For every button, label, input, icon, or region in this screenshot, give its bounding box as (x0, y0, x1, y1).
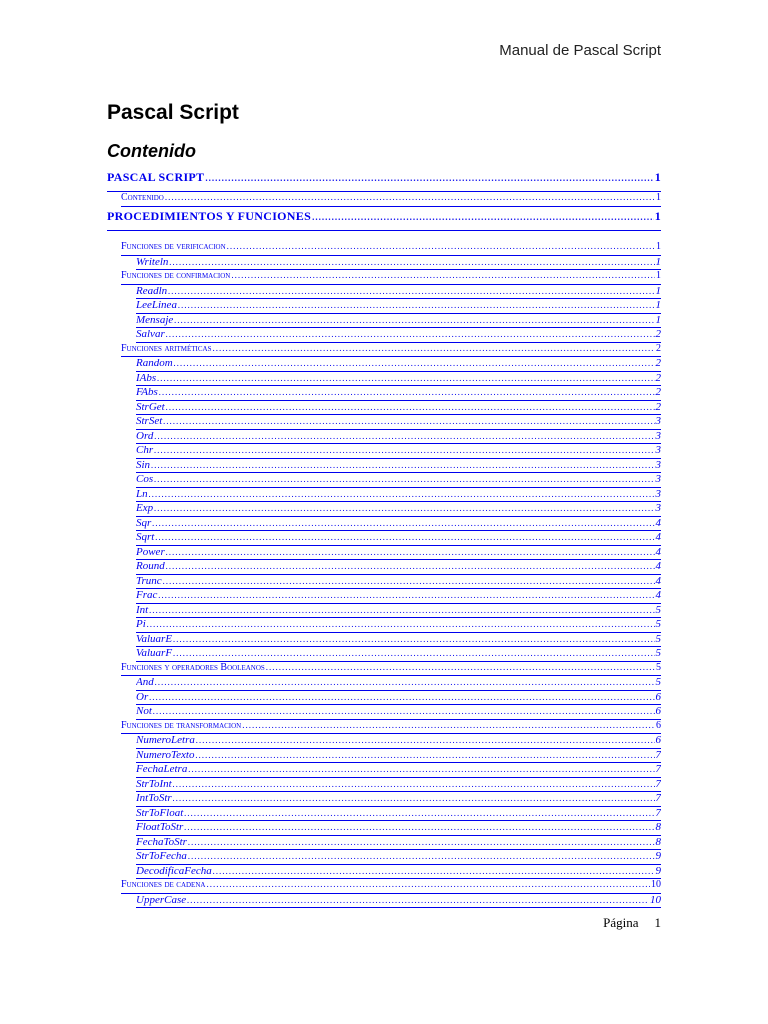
toc-entry-page: 6 (656, 719, 661, 731)
toc-entry-page: 1 (656, 270, 661, 281)
toc-entry-page: 2 (655, 328, 661, 340)
toc-dot-leader (173, 648, 654, 658)
toc-entry-page: 7 (655, 763, 661, 775)
toc-entry-label: ValuarE (136, 632, 173, 645)
toc-entry-page: 5 (655, 632, 661, 645)
running-header: Manual de Pascal Script (499, 42, 661, 59)
toc-entry[interactable] (136, 488, 661, 503)
toc-entry[interactable] (136, 676, 661, 691)
toc-entry-label: ValuarF (136, 647, 173, 659)
toc-entry-label: Writeln (136, 255, 169, 268)
toc-entry[interactable] (121, 662, 661, 677)
toc-dot-leader (149, 489, 655, 499)
toc-dot-leader (166, 561, 655, 571)
toc-dot-leader (173, 793, 655, 803)
toc-dot-leader (166, 402, 655, 412)
toc-entry-label: IntToStr (136, 792, 172, 804)
toc-entry-label: NumeroLetra (136, 734, 195, 746)
toc-entry-label: StrToInt (136, 777, 172, 790)
toc-entry-label: StrGet (136, 400, 165, 413)
toc-entry-label: FechaLetra (136, 763, 188, 775)
toc-entry-page: 1 (655, 284, 661, 297)
toc-entry[interactable] (136, 459, 661, 474)
toc-entry-page: 4 (655, 545, 661, 558)
toc-entry-label: Funciones de confirmacion (121, 270, 231, 281)
toc-entry-label: Random (136, 357, 173, 369)
toc-dot-leader (163, 416, 654, 426)
toc-entry-label: StrToFloat (136, 806, 184, 819)
toc-entry-label: StrToFecha (136, 850, 187, 862)
toc-entry-label: Sqrt (136, 531, 155, 543)
toc-entry-page: 4 (655, 560, 661, 572)
toc-dot-leader (147, 619, 655, 629)
toc-entry-page: 2 (655, 400, 661, 413)
toc-entry[interactable] (121, 720, 661, 735)
toc-dot-leader (178, 300, 655, 310)
toc-dot-leader (165, 192, 655, 202)
toc-entry-page: 10 (650, 893, 661, 906)
toc-entry-label: Sin (136, 458, 151, 471)
toc-entry-label: Ord (136, 429, 154, 442)
toc-entry-page: 5 (655, 603, 661, 616)
toc-entry-page: 4 (655, 589, 661, 601)
toc-entry-page: 2 (655, 357, 661, 369)
toc-entry-label: Contenido (121, 192, 164, 203)
toc-entry-label: IAbs (136, 371, 157, 384)
toc-heading: Contenido (107, 141, 196, 161)
toc-entry-label: DecodificaFecha (136, 864, 212, 877)
toc-entry-page: 4 (655, 574, 661, 587)
toc-entry[interactable] (136, 372, 661, 387)
toc-entry-label: And (136, 676, 154, 688)
toc-dot-leader (166, 547, 655, 557)
document-title: Pascal Script (107, 101, 239, 124)
toc-dot-leader (231, 270, 655, 280)
toc-dot-leader (242, 720, 655, 730)
toc-dot-leader (158, 590, 654, 600)
toc-dot-leader (153, 706, 655, 716)
toc-entry-label: Power (136, 545, 165, 558)
toc-entry[interactable] (136, 836, 661, 851)
toc-dot-leader (152, 518, 654, 528)
toc-entry[interactable] (136, 401, 661, 416)
toc-entry[interactable] (136, 778, 661, 793)
toc-entry-page: 3 (655, 502, 661, 514)
toc-entry[interactable] (136, 850, 661, 865)
toc-dot-leader (174, 315, 654, 325)
toc-entry-page: 7 (655, 792, 661, 804)
table-of-contents (107, 168, 661, 908)
toc-entry[interactable] (136, 328, 661, 343)
toc-entry[interactable] (136, 734, 661, 749)
toc-entry-label: UpperCase (136, 893, 187, 906)
toc-entry[interactable] (136, 807, 661, 822)
toc-entry-label: Funciones aritméticas (121, 342, 212, 354)
toc-dot-leader (184, 808, 654, 818)
toc-dot-leader (154, 503, 654, 513)
toc-entry-label: NumeroTexto (136, 748, 195, 761)
toc-entry[interactable] (136, 618, 661, 633)
toc-entry[interactable] (136, 633, 661, 648)
toc-entry-page: 3 (655, 458, 661, 471)
toc-dot-leader (227, 241, 655, 251)
toc-entry[interactable] (136, 821, 661, 836)
toc-entry[interactable] (107, 168, 661, 192)
toc-entry-label: StrSet (136, 415, 163, 427)
toc-dot-leader (149, 605, 654, 615)
toc-entry-page: 1 (655, 299, 661, 311)
toc-dot-leader (213, 866, 655, 876)
toc-dot-leader (154, 474, 654, 484)
toc-dot-leader (155, 677, 655, 687)
toc-entry[interactable] (121, 233, 661, 256)
toc-entry-label: Sqr (136, 516, 152, 529)
toc-entry-label: LeeLinea (136, 299, 177, 311)
toc-dot-leader (159, 387, 655, 397)
toc-entry-label: PROCEDIMIENTOS Y FUNCIONES (107, 208, 312, 223)
toc-entry-label: Not (136, 705, 152, 717)
toc-entry-label: Funciones de verificacion (121, 240, 226, 252)
toc-entry-label: Funciones de cadena (121, 879, 206, 890)
toc-entry-page: 3 (655, 429, 661, 442)
toc-dot-leader (196, 735, 655, 745)
toc-dot-leader (188, 851, 655, 861)
toc-entry-label: Frac (136, 589, 158, 601)
toc-entry[interactable] (136, 256, 661, 271)
toc-entry[interactable] (136, 473, 661, 488)
toc-entry[interactable] (136, 647, 661, 662)
toc-entry[interactable] (121, 343, 661, 358)
toc-entry-label: Funciones de transformacion (121, 719, 242, 731)
toc-dot-leader (188, 764, 654, 774)
toc-entry-page: 7 (655, 777, 661, 790)
toc-entry[interactable] (136, 386, 661, 401)
toc-entry[interactable] (136, 604, 661, 619)
toc-entry-page: 6 (655, 705, 661, 717)
toc-entry-label: Pi (136, 618, 146, 630)
toc-entry[interactable] (136, 575, 661, 590)
page-label: Página (603, 915, 639, 930)
toc-entry-label: Exp (136, 502, 154, 514)
toc-entry-page: 2 (655, 371, 661, 384)
toc-entry[interactable] (136, 546, 661, 561)
toc-dot-leader (188, 837, 655, 847)
toc-dot-leader (184, 822, 654, 832)
toc-entry-page: 5 (655, 618, 661, 630)
toc-entry-page: 8 (655, 835, 661, 848)
toc-entry[interactable] (136, 560, 661, 575)
toc-dot-leader (173, 779, 655, 789)
toc-entry-page: 4 (655, 516, 661, 529)
toc-entry[interactable] (121, 879, 661, 894)
toc-entry-page: 1 (656, 192, 661, 203)
page-number: 1 (654, 915, 661, 930)
toc-entry[interactable] (136, 415, 661, 430)
toc-entry-label: FloatToStr (136, 821, 184, 833)
toc-entry[interactable] (136, 502, 661, 517)
toc-entry[interactable] (121, 192, 661, 207)
toc-entry-page: 1 (656, 240, 661, 252)
toc-entry-page: 3 (655, 487, 661, 500)
toc-entry[interactable] (136, 589, 661, 604)
toc-entry-page: 6 (655, 734, 661, 746)
toc-entry-page: 9 (655, 864, 661, 877)
toc-entry[interactable] (136, 299, 661, 314)
toc-dot-leader (206, 879, 650, 889)
toc-entry[interactable] (136, 444, 661, 459)
toc-dot-leader (195, 750, 654, 760)
toc-entry-page: 10 (651, 879, 661, 890)
toc-entry-page: 7 (655, 806, 661, 819)
toc-entry-page: 3 (655, 415, 661, 427)
toc-dot-leader (163, 576, 655, 586)
toc-entry-page: 2 (656, 342, 661, 354)
toc-entry-page: 9 (655, 850, 661, 862)
toc-entry-label: Readln (136, 284, 168, 297)
toc-entry[interactable] (136, 285, 661, 300)
toc-entry[interactable] (136, 314, 661, 329)
toc-dot-leader (155, 532, 654, 542)
toc-dot-leader (266, 662, 655, 672)
toc-dot-leader (174, 358, 655, 368)
toc-entry-label: Int (136, 603, 149, 616)
toc-entry-page: 3 (655, 444, 661, 456)
toc-dot-leader (166, 329, 655, 339)
toc-entry[interactable] (107, 207, 661, 231)
toc-entry-page: 5 (655, 647, 661, 659)
toc-entry[interactable] (136, 749, 661, 764)
toc-entry[interactable] (136, 705, 661, 720)
toc-dot-leader (312, 212, 654, 222)
toc-entry[interactable] (136, 531, 661, 546)
toc-entry[interactable] (136, 430, 661, 445)
toc-entry-page: 6 (655, 690, 661, 703)
toc-entry-page: 1 (655, 313, 661, 326)
toc-dot-leader (154, 431, 654, 441)
toc-entry-label: Or (136, 690, 149, 703)
toc-dot-leader (169, 257, 654, 267)
toc-entry-page: 1 (654, 170, 661, 184)
toc-entry-label: Round (136, 560, 165, 572)
toc-entry[interactable] (136, 357, 661, 372)
toc-entry-page: 8 (655, 821, 661, 833)
page-footer (603, 915, 661, 931)
toc-dot-leader (154, 445, 654, 455)
toc-dot-leader (151, 460, 654, 470)
toc-entry[interactable] (136, 894, 661, 909)
toc-entry-page: 1 (654, 208, 661, 223)
toc-dot-leader (187, 895, 649, 905)
toc-entry[interactable] (121, 270, 661, 285)
toc-dot-leader (168, 286, 654, 296)
toc-entry-label: FAbs (136, 386, 158, 398)
toc-entry-label: Chr (136, 444, 154, 456)
toc-entry-page: 1 (655, 255, 661, 268)
toc-dot-leader (205, 173, 653, 183)
toc-entry-page: 4 (655, 531, 661, 543)
toc-entry-label: FechaToStr (136, 835, 187, 848)
toc-entry-label: Trunc (136, 574, 162, 587)
toc-entry-page: 7 (655, 748, 661, 761)
toc-entry[interactable] (136, 865, 661, 880)
toc-entry-label: Cos (136, 473, 154, 485)
toc-entry-label: PASCAL SCRIPT (107, 170, 205, 184)
toc-entry[interactable] (136, 517, 661, 532)
toc-entry-label: Funciones y operadores Booleanos (121, 661, 265, 673)
toc-entry-label: Ln (136, 487, 148, 500)
toc-entry[interactable] (136, 691, 661, 706)
toc-entry-label: Mensaje (136, 313, 174, 326)
toc-entry-page: 5 (656, 661, 661, 673)
toc-dot-leader (213, 343, 655, 353)
toc-entry[interactable] (136, 763, 661, 778)
toc-dot-leader (149, 692, 654, 702)
toc-entry-page: 5 (655, 676, 661, 688)
toc-dot-leader (173, 634, 654, 644)
toc-entry-label: Salvar (136, 328, 165, 340)
toc-dot-leader (157, 373, 654, 383)
toc-entry-page: 2 (655, 386, 661, 398)
toc-entry[interactable] (136, 792, 661, 807)
toc-entry-page: 3 (655, 473, 661, 485)
